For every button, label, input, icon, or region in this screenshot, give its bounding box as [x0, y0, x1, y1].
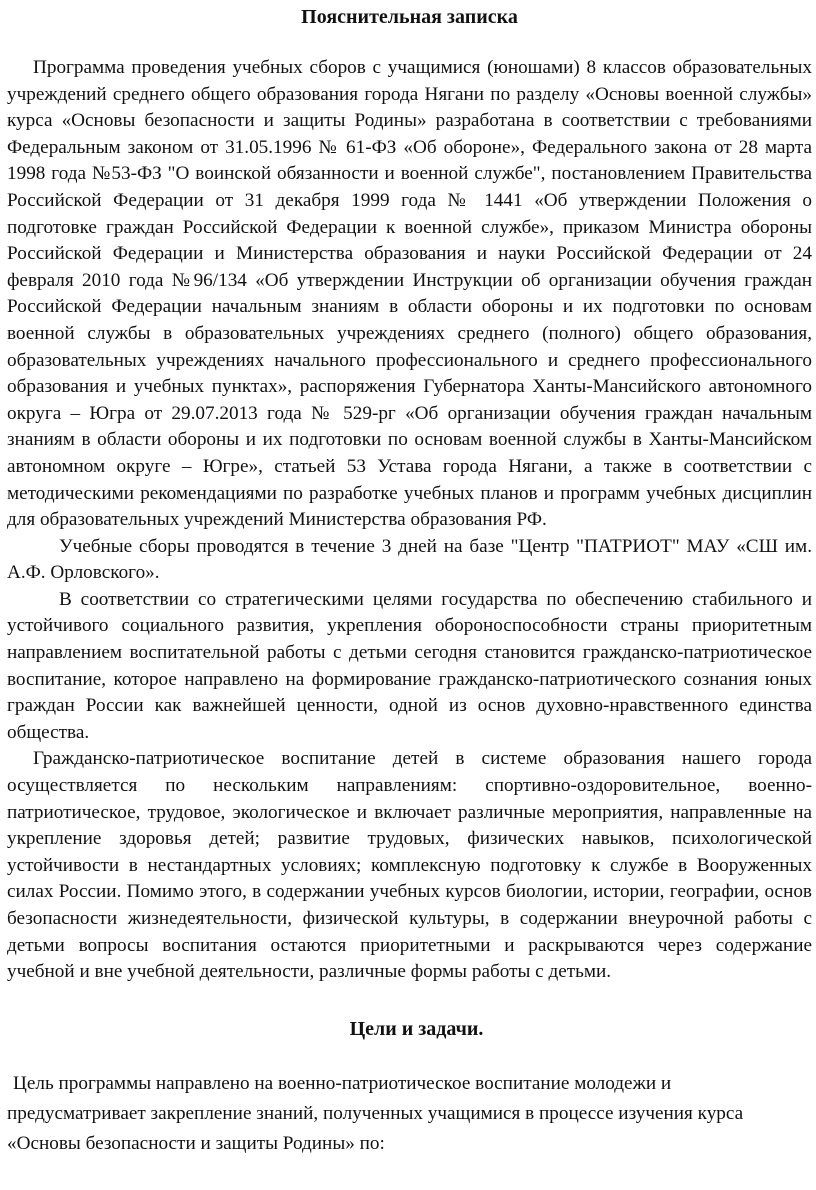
- paragraph-strategic-goals: В соответствии со стратегическими целями государства по обеспечению стабильного и устойчивого социального развития, укрепления обороноспособности страны приоритетным направлением воспитательной работы с детьми сегодня становится гражданско-патриотическое воспитание, которое направлено на формирование гражданско-патриотического сознания юных граждан России как важнейшей ценности, одной из основ духовно-нравственного единства общества.: [7, 588, 812, 743]
- section-heading-goals: Цели и задачи.: [349, 1017, 484, 1040]
- paragraph-patriotic-education: Гражданско-патриотическое воспитание детей в системе образования нашего города осуществляется по нескольким направлениям: спортивно-оздоровительное, военно-патриотическое, трудовое, экологическое и включает различные мероприятия, направленные на укрепление здоровья детей; развитие трудовых, физических навыков, психологической устойчивости в нестандартных условиях; комплексную подготовку к службе в Вооруженных силах России. Помимо этого, в содержании учебных курсов биологии, истории, географии, основ безопасности жизнедеятельности, физической культуры, в содержании внеурочной работы с детьми вопросы воспитания остаются приоритетными и раскрываются через содержание учебной и вне учебной деятельности, различные формы работы с детьми.: [7, 748, 812, 983]
- paragraph-training-camp: Учебные сборы проводятся в течение 3 дней на базе "Центр "ПАТРИОТ" МАУ «СШ им. А.Ф. Орловского».: [7, 535, 812, 584]
- paragraph-program-goal: Цель программы направлено на военно-патриотическое воспитание молодежи и предусматривает закрепление знаний, полученных учащимися в процессе изучения курса «Основы безопасности и защиты Родины» по:: [7, 1072, 744, 1154]
- paragraph-legal-basis: Программа проведения учебных сборов с учащимися (юношами) 8 классов образовательных учреждений среднего общего образования города Нягани по разделу «Основы военной службы» курса «Основы безопасности и защиты Родины» разработана в соответствии с требованиями Федеральным законом от 31.05.1996 № 61-ФЗ «Об обороне», Федерального закона от 28 марта 1998 года №53-ФЗ "О воинской обязанности и военной службе", постановлением Правительства Российской Федерации от 31 декабря 1999 года № 1441 «Об утверждении Положения о подготовке граждан Российской Федерации к военной службе», приказом Министра обороны Российской Федерации и Министерства образования и науки Российской Федерации от 24 февраля 2010 года №96/134 «Об утверждении Инструкции об организации обучения граждан Российской Федерации начальным знаниям в области обороны и их подготовки по основам военной службы в образовательных учреждениях среднего (полного) общего образования, образовательных учреждениях начального профессионального и среднего профессионального образования и учебных пунктах», распоряжения Губернатора Ханты-Мансийского автономного округа – Югра от 29.07.2013 года № 529-рг «Об организации обучения граждан начальным знаниям в области обороны и их подготовки по основам военной службы в Ханты-Мансийском автономном округе – Югре», статьей 53 Устава города Нягани, а также в соответствии с методическими рекомендациями по разработке учебных планов и программ учебных дисциплин для образовательных учреждений Министерства образования РФ.: [7, 57, 812, 531]
- document-title: Пояснительная записка: [301, 6, 518, 28]
